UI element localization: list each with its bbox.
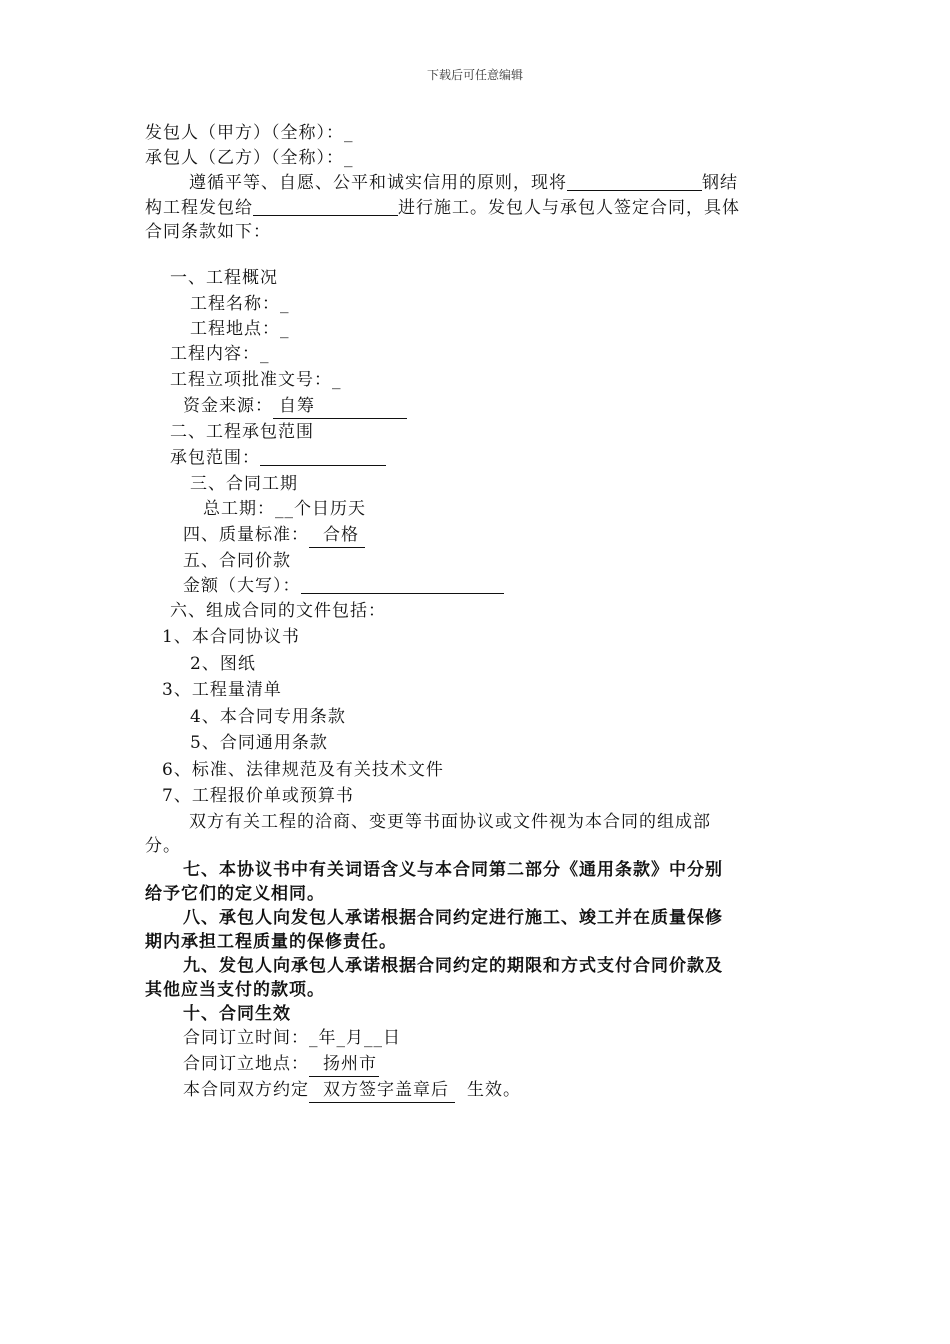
intro-text-1a: 遵循平等、自愿、公平和诚实信用的原则，现将 [189,173,567,193]
contract-place-value: 扬州市 [309,1052,379,1077]
doc-note-line-1: 双方有关工程的洽商、变更等书面协议或文件视为本合同的组成部 [189,812,711,832]
amount-blank[interactable] [301,576,504,594]
intro-text-2b: 进行施工。发包人与承包人签定合同，具体 [398,198,740,218]
intro-text-1b: 钢结 [702,173,738,193]
contract-effect-label: 本合同双方约定 [183,1080,309,1100]
fund-source [183,394,407,419]
doc-note-line-2: 分。 [145,836,181,856]
doc-item-6: 6、标准、法律规范及有关技术文件 [162,760,444,780]
total-period: 总工期：__个日历天 [203,499,366,519]
section-8-line-1: 八、承包人向发包人承诺根据合同约定进行施工、竣工并在质量保修 [183,908,723,928]
quality-value: 合格 [309,523,365,548]
contract-place-label: 合同订立地点： [183,1054,309,1074]
project-blank[interactable] [567,173,702,191]
section-10-title: 十、合同生效 [183,1004,291,1024]
scope-line [170,446,386,470]
scope-label: 承包范围： [170,448,260,468]
section-3-title: 三、合同工期 [190,474,298,494]
contractor-line: 承包人（乙方）（全称）：_ [145,148,354,168]
project-content: 工程内容：_ [170,344,270,364]
amount-label: 金额（大写）： [183,576,301,596]
page-header: 下载后可任意编辑 [426,68,523,82]
scope-blank[interactable] [260,448,386,466]
contract-effect [183,1078,521,1103]
project-name: 工程名称：_ [190,294,290,314]
employer-line: 发包人（甲方）（全称）：_ [145,123,354,143]
fund-source-value: 自筹 [273,394,407,419]
project-location: 工程地点：_ [190,319,290,339]
contract-place [183,1052,379,1077]
doc-item-1: 1、本合同协议书 [162,627,300,647]
approval-number: 工程立项批准文号：_ [170,370,342,390]
section-6-title: 六、组成合同的文件包括： [170,601,386,621]
doc-item-7: 7、工程报价单或预算书 [162,786,354,806]
contractor-blank[interactable] [253,198,398,216]
intro-line-3: 合同条款如下： [145,222,271,242]
intro-line-2 [145,196,740,220]
contract-effect-value: 双方签字盖章后 [309,1078,455,1103]
contract-time: 合同订立时间：_年_月__日 [183,1028,401,1048]
doc-item-3: 3、工程量清单 [162,680,282,700]
section-9-line-1: 九、发包人向承包人承诺根据合同约定的期限和方式支付合同价款及 [183,956,723,976]
amount-line [183,574,504,598]
section-2-title: 二、工程承包范围 [170,422,314,442]
section-8-line-2: 期内承担工程质量的保修责任。 [145,932,397,952]
intro-line-1 [189,171,738,195]
section-1-title: 一、工程概况 [170,268,278,288]
intro-text-2a: 构工程发包给 [145,198,253,218]
fund-source-label: 资金来源： [183,396,273,416]
doc-item-4: 4、本合同专用条款 [190,707,346,727]
doc-item-5: 5、合同通用条款 [190,733,328,753]
doc-item-2: 2、图纸 [190,654,256,674]
section-7-line-2: 给予它们的定义相同。 [145,884,325,904]
section-5-title: 五、合同价款 [183,551,291,571]
contract-effect-tail: 生效。 [467,1080,521,1100]
section-9-line-2: 其他应当支付的款项。 [145,980,325,1000]
quality-line [183,523,365,548]
quality-label: 四、质量标准： [183,525,309,545]
section-7-line-1: 七、本协议书中有关词语含义与本合同第二部分《通用条款》中分别 [183,860,723,880]
